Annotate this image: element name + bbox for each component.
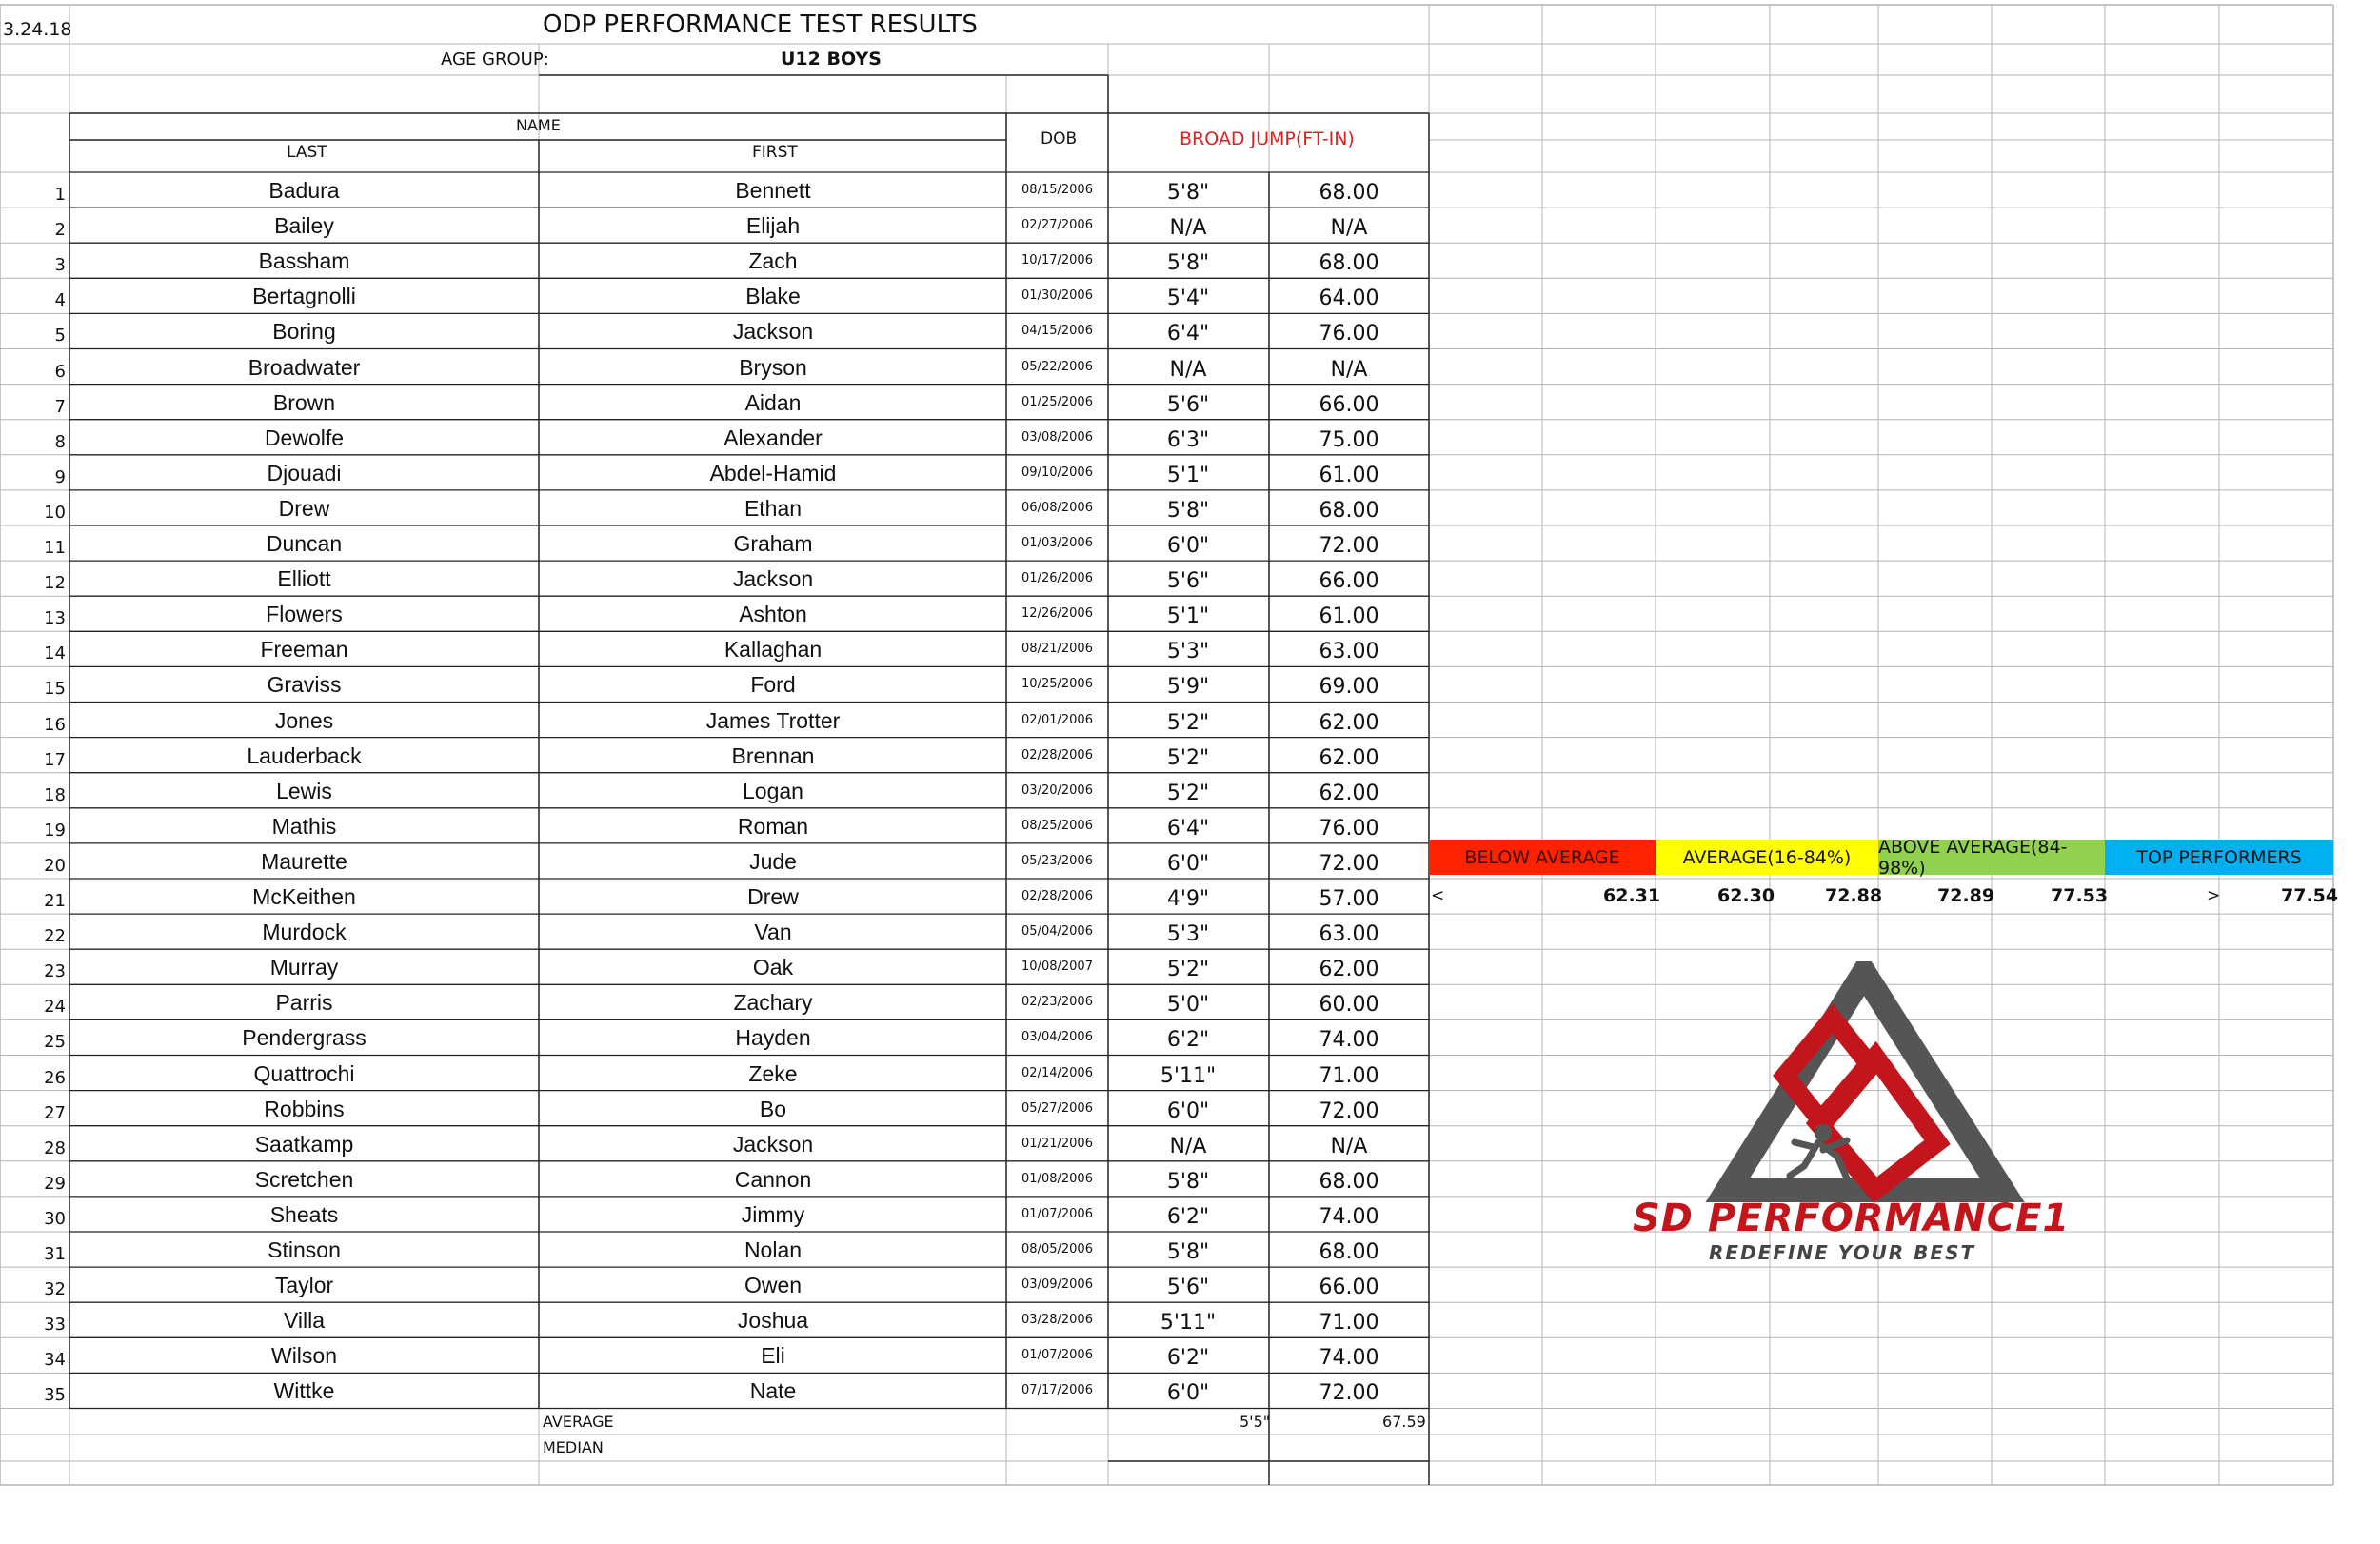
first-name-cell: Jimmy <box>741 1201 805 1227</box>
dob-cell: 03/09/2006 <box>1021 1277 1093 1293</box>
row-number: 33 <box>44 1315 66 1336</box>
first-name-cell: Brennan <box>731 742 815 768</box>
row-number: 2 <box>54 220 66 241</box>
dob-cell: 05/22/2006 <box>1021 359 1093 374</box>
first-name-cell: Logan <box>743 778 803 803</box>
row-number: 15 <box>44 679 66 700</box>
first-name-cell: Bennett <box>735 178 811 203</box>
dob-cell: 05/27/2006 <box>1021 1100 1093 1116</box>
broad-jump-inches-cell: 74.00 <box>1319 1028 1379 1053</box>
first-name-cell: Nate <box>749 1378 797 1404</box>
above-average-label: ABOVE AVERAGE(84-98%) <box>1878 836 2068 879</box>
dob-column-header: DOB <box>1041 129 1078 148</box>
broad-jump-ftin-cell: 5'11" <box>1160 1063 1217 1088</box>
dob-cell: 08/15/2006 <box>1021 183 1093 197</box>
dob-cell: 01/21/2006 <box>1021 1136 1093 1151</box>
logo-tagline: REDEFINE YOUR BEST <box>1709 1241 1976 1264</box>
below-average-value: 62.31 <box>1603 885 1661 906</box>
broad-jump-inches-cell: 66.00 <box>1319 1276 1379 1300</box>
first-name-cell: Oak <box>752 955 794 980</box>
dob-cell: 03/04/2006 <box>1021 1030 1093 1045</box>
row-number: 14 <box>44 643 66 664</box>
row-number: 31 <box>44 1244 66 1264</box>
last-name-cell: Bertagnolli <box>252 284 356 309</box>
last-name-cell: Scretchen <box>254 1166 354 1192</box>
first-name-cell: Nolan <box>744 1237 803 1262</box>
last-name-cell: Bassham <box>258 248 350 274</box>
row-number: 32 <box>44 1279 66 1300</box>
first-name-cell: Jackson <box>732 566 814 592</box>
broad-jump-inches-cell: 68.00 <box>1319 1169 1379 1194</box>
broad-jump-column-header: BROAD JUMP(FT-IN) <box>1180 129 1355 149</box>
first-name-cell: Hayden <box>735 1025 811 1051</box>
broad-jump-inches-cell: 72.00 <box>1319 534 1379 558</box>
row-number: 21 <box>44 891 66 911</box>
dob-cell: 08/25/2006 <box>1021 818 1093 833</box>
age-group-label: AGE GROUP: <box>441 49 549 69</box>
row-number: 24 <box>44 997 66 1018</box>
dob-cell: 02/28/2006 <box>1021 889 1093 903</box>
average-low-value: 62.30 <box>1717 885 1775 906</box>
last-name-cell: Murdock <box>262 920 347 945</box>
broad-jump-ftin-cell: 5'6" <box>1166 569 1210 594</box>
dob-cell: 04/15/2006 <box>1021 324 1093 339</box>
broad-jump-inches-cell: 62.00 <box>1319 710 1379 735</box>
dob-cell: 08/05/2006 <box>1021 1242 1093 1257</box>
broad-jump-ftin-cell: 6'2" <box>1166 1346 1210 1371</box>
name-column-header: NAME <box>516 116 561 134</box>
top-performers-band <box>2105 840 2333 875</box>
first-name-cell: Ashton <box>739 602 807 627</box>
dob-cell: 10/25/2006 <box>1021 677 1093 692</box>
first-name-cell: Van <box>754 920 792 945</box>
first-name-cell: Bryson <box>739 354 807 380</box>
broad-jump-inches-cell: 62.00 <box>1319 781 1379 805</box>
broad-jump-inches-cell: 61.00 <box>1319 604 1379 629</box>
broad-jump-inches-cell: 60.00 <box>1319 993 1379 1018</box>
broad-jump-inches-cell: 71.00 <box>1319 1063 1379 1088</box>
dob-cell: 01/07/2006 <box>1021 1206 1093 1221</box>
sd-performance-logo <box>1633 961 2109 1266</box>
row-number: 4 <box>54 290 66 311</box>
last-name-cell: Taylor <box>274 1273 334 1298</box>
first-name-cell: Drew <box>747 884 799 909</box>
broad-jump-inches-cell: 72.00 <box>1319 851 1379 876</box>
first-name-cell: Jude <box>749 848 797 874</box>
first-name-cell: Aidan <box>744 389 802 415</box>
first-name-cell: Owen <box>744 1273 803 1298</box>
broad-jump-inches-cell: N/A <box>1330 357 1368 382</box>
last-name-cell: Parris <box>275 990 333 1016</box>
broad-jump-ftin-cell: 6'4" <box>1166 816 1210 841</box>
dob-cell: 02/14/2006 <box>1021 1065 1093 1080</box>
last-name-cell: Wittke <box>273 1378 335 1404</box>
first-name-cell: Ford <box>750 672 796 698</box>
top-performers-gt: > <box>2207 886 2221 905</box>
broad-jump-ftin-cell: 5'0" <box>1166 993 1210 1018</box>
first-name-cell: Bo <box>759 1096 787 1121</box>
broad-jump-inches-cell: 76.00 <box>1319 322 1379 346</box>
broad-jump-ftin-cell: N/A <box>1169 357 1207 382</box>
first-name-cell: Alexander <box>724 425 823 450</box>
broad-jump-ftin-cell: 6'2" <box>1166 1028 1210 1053</box>
broad-jump-ftin-cell: 6'0" <box>1166 1381 1210 1406</box>
row-number: 11 <box>44 538 66 558</box>
broad-jump-inches-cell: 61.00 <box>1319 463 1379 487</box>
broad-jump-inches-cell: 72.00 <box>1319 1381 1379 1406</box>
broad-jump-inches-cell: 68.00 <box>1319 498 1379 523</box>
broad-jump-inches-cell: 72.00 <box>1319 1099 1379 1123</box>
first-name-cell: Kallaghan <box>724 637 823 663</box>
average-ftin: 5'5" <box>1240 1413 1271 1431</box>
last-name-cell: Badura <box>268 178 340 203</box>
broad-jump-ftin-cell: 5'8" <box>1166 251 1210 276</box>
last-name-cell: Mathis <box>271 813 337 839</box>
first-name-cell: Zachary <box>733 990 813 1016</box>
broad-jump-inches-cell: 66.00 <box>1319 569 1379 594</box>
last-name-cell: Saatkamp <box>254 1131 354 1157</box>
broad-jump-ftin-cell: 5'2" <box>1166 745 1210 770</box>
top-performers-label: TOP PERFORMERS <box>2136 846 2302 868</box>
first-name-cell: Cannon <box>734 1166 812 1192</box>
row-number: 18 <box>44 784 66 805</box>
dob-cell: 07/17/2006 <box>1021 1383 1093 1398</box>
row-number: 35 <box>44 1385 66 1406</box>
broad-jump-ftin-cell: 5'2" <box>1166 958 1210 982</box>
row-number: 28 <box>44 1138 66 1158</box>
broad-jump-ftin-cell: 5'1" <box>1166 604 1210 629</box>
last-name-cell: Duncan <box>266 531 343 556</box>
dob-cell: 03/20/2006 <box>1021 782 1093 798</box>
broad-jump-inches-cell: 63.00 <box>1319 640 1379 664</box>
broad-jump-ftin-cell: N/A <box>1169 216 1207 241</box>
dob-cell: 01/30/2006 <box>1021 288 1093 304</box>
broad-jump-ftin-cell: 5'11" <box>1160 1311 1217 1336</box>
last-name-cell: Dewolfe <box>264 425 345 450</box>
row-number: 3 <box>54 255 66 276</box>
first-name-cell: Abdel-Hamid <box>709 460 837 485</box>
last-column-header: LAST <box>287 143 327 162</box>
dob-cell: 08/21/2006 <box>1021 642 1093 657</box>
dob-cell: 02/28/2006 <box>1021 747 1093 762</box>
dob-cell: 02/01/2006 <box>1021 712 1093 727</box>
last-name-cell: Djouadi <box>267 460 342 485</box>
broad-jump-inches-cell: 74.00 <box>1319 1204 1379 1229</box>
broad-jump-ftin-cell: 5'2" <box>1166 781 1210 805</box>
row-number: 20 <box>44 855 66 876</box>
first-name-cell: Graham <box>733 531 813 556</box>
last-name-cell: Sheats <box>269 1201 339 1227</box>
broad-jump-ftin-cell: 5'8" <box>1166 1169 1210 1194</box>
broad-jump-ftin-cell: 6'4" <box>1166 322 1210 346</box>
average-label: AVERAGE <box>543 1413 614 1431</box>
last-name-cell: Robbins <box>264 1096 345 1121</box>
dob-cell: 03/28/2006 <box>1021 1313 1093 1328</box>
row-number: 29 <box>44 1173 66 1194</box>
row-number: 19 <box>44 820 66 841</box>
row-number: 1 <box>54 185 66 205</box>
broad-jump-ftin-cell: 5'3" <box>1166 640 1210 664</box>
row-number: 9 <box>54 466 66 487</box>
last-name-cell: Broadwater <box>248 354 361 380</box>
broad-jump-inches-cell: 68.00 <box>1319 181 1379 205</box>
broad-jump-inches-cell: 68.00 <box>1319 1240 1379 1264</box>
last-name-cell: Drew <box>278 495 330 521</box>
first-name-cell: James Trotter <box>705 707 841 733</box>
row-number: 23 <box>44 961 66 982</box>
broad-jump-inches-cell: 62.00 <box>1319 958 1379 982</box>
first-name-cell: Roman <box>737 813 809 839</box>
below-average-band <box>1429 840 1656 875</box>
row-number: 16 <box>44 714 66 735</box>
broad-jump-inches-cell: 71.00 <box>1319 1311 1379 1336</box>
dob-cell: 05/04/2006 <box>1021 924 1093 940</box>
median-label: MEDIAN <box>543 1438 604 1456</box>
last-name-cell: Jones <box>274 707 334 733</box>
broad-jump-inches-cell: 63.00 <box>1319 922 1379 947</box>
broad-jump-ftin-cell: 5'6" <box>1166 1276 1210 1300</box>
last-name-cell: Elliott <box>277 566 331 592</box>
sheet-title: ODP PERFORMANCE TEST RESULTS <box>543 10 978 39</box>
row-number: 34 <box>44 1350 66 1371</box>
dob-cell: 06/08/2006 <box>1021 500 1093 515</box>
dob-cell: 03/08/2006 <box>1021 429 1093 445</box>
age-group-value: U12 BOYS <box>781 49 882 69</box>
last-name-cell: Maurette <box>261 848 347 874</box>
broad-jump-inches-cell: 74.00 <box>1319 1346 1379 1371</box>
broad-jump-ftin-cell: N/A <box>1169 1134 1207 1158</box>
row-number: 10 <box>44 502 66 523</box>
last-name-cell: Lewis <box>276 778 332 803</box>
last-name-cell: Stinson <box>268 1237 341 1262</box>
broad-jump-inches-cell: 69.00 <box>1319 675 1379 700</box>
row-number: 30 <box>44 1208 66 1229</box>
broad-jump-ftin-cell: 5'8" <box>1166 498 1210 523</box>
broad-jump-inches-cell: 66.00 <box>1319 392 1379 417</box>
broad-jump-ftin-cell: 6'0" <box>1166 851 1210 876</box>
broad-jump-ftin-cell: 5'9" <box>1166 675 1210 700</box>
logo-name: SD PERFORMANCE1 <box>1633 1197 2071 1240</box>
first-column-header: FIRST <box>752 143 798 162</box>
first-name-cell: Eli <box>761 1343 785 1369</box>
broad-jump-inches-cell: 64.00 <box>1319 287 1379 311</box>
average-inches: 67.59 <box>1382 1413 1426 1431</box>
first-name-cell: Ethan <box>744 495 803 521</box>
row-number: 7 <box>54 396 66 417</box>
broad-jump-ftin-cell: 5'3" <box>1166 922 1210 947</box>
broad-jump-ftin-cell: 6'0" <box>1166 534 1210 558</box>
average-band <box>1656 840 1878 875</box>
row-number: 13 <box>44 608 66 629</box>
dob-cell: 10/08/2007 <box>1021 960 1093 975</box>
row-number: 25 <box>44 1032 66 1053</box>
broad-jump-ftin-cell: 6'2" <box>1166 1204 1210 1229</box>
date-cell: 3.24.18 <box>3 19 72 40</box>
first-name-cell: Zeke <box>748 1060 798 1086</box>
first-name-cell: Jackson <box>732 319 814 345</box>
above-average-low-value: 72.89 <box>1937 885 1995 906</box>
first-name-cell: Blake <box>745 284 801 309</box>
row-number: 17 <box>44 749 66 770</box>
first-name-cell: Joshua <box>737 1308 809 1334</box>
last-name-cell: Boring <box>272 319 336 345</box>
below-average-lt: < <box>1431 886 1445 905</box>
last-name-cell: Wilson <box>270 1343 337 1369</box>
row-number: 5 <box>54 326 66 346</box>
last-name-cell: Freeman <box>260 637 348 663</box>
below-average-label: BELOW AVERAGE <box>1464 846 1620 868</box>
broad-jump-ftin-cell: 5'8" <box>1166 181 1210 205</box>
broad-jump-ftin-cell: 5'2" <box>1166 710 1210 735</box>
above-average-high-value: 77.53 <box>2051 885 2109 906</box>
dob-cell: 02/23/2006 <box>1021 995 1093 1010</box>
broad-jump-ftin-cell: 6'0" <box>1166 1099 1210 1123</box>
top-performers-value: 77.54 <box>2281 885 2339 906</box>
broad-jump-inches-cell: N/A <box>1330 216 1368 241</box>
broad-jump-ftin-cell: 5'1" <box>1166 463 1210 487</box>
dob-cell: 01/26/2006 <box>1021 571 1093 586</box>
first-name-cell: Jackson <box>732 1131 814 1157</box>
row-number: 12 <box>44 573 66 594</box>
dob-cell: 01/07/2006 <box>1021 1348 1093 1363</box>
dob-cell: 01/03/2006 <box>1021 536 1093 550</box>
broad-jump-inches-cell: 57.00 <box>1319 887 1379 911</box>
average-high-value: 72.88 <box>1825 885 1883 906</box>
row-number: 6 <box>54 361 66 382</box>
broad-jump-inches-cell: 75.00 <box>1319 427 1379 452</box>
last-name-cell: Graviss <box>267 672 342 698</box>
broad-jump-ftin-cell: 5'8" <box>1166 1240 1210 1264</box>
dob-cell: 10/17/2006 <box>1021 253 1093 268</box>
last-name-cell: Quattrochi <box>253 1060 355 1086</box>
dob-cell: 01/08/2006 <box>1021 1171 1093 1186</box>
broad-jump-inches-cell: 62.00 <box>1319 745 1379 770</box>
dob-cell: 09/10/2006 <box>1021 465 1093 480</box>
broad-jump-ftin-cell: 6'3" <box>1166 427 1210 452</box>
last-name-cell: Villa <box>283 1308 326 1334</box>
broad-jump-inches-cell: 76.00 <box>1319 816 1379 841</box>
broad-jump-ftin-cell: 5'6" <box>1166 392 1210 417</box>
broad-jump-inches-cell: 68.00 <box>1319 251 1379 276</box>
broad-jump-ftin-cell: 4'9" <box>1166 887 1210 911</box>
broad-jump-ftin-cell: 5'4" <box>1166 287 1210 311</box>
first-name-cell: Zach <box>748 248 798 274</box>
row-number: 27 <box>44 1102 66 1123</box>
last-name-cell: Bailey <box>274 213 334 239</box>
last-name-cell: Flowers <box>266 602 343 627</box>
broad-jump-inches-cell: N/A <box>1330 1134 1368 1158</box>
average-label: AVERAGE(16-84%) <box>1682 846 1852 868</box>
dob-cell: 02/27/2006 <box>1021 218 1093 233</box>
above-average-band <box>1878 836 2105 879</box>
last-name-cell: McKeithen <box>252 884 356 909</box>
dob-cell: 05/23/2006 <box>1021 853 1093 868</box>
dob-cell: 01/25/2006 <box>1021 394 1093 409</box>
dob-cell: 12/26/2006 <box>1021 606 1093 622</box>
last-name-cell: Murray <box>269 955 339 980</box>
last-name-cell: Pendergrass <box>242 1025 367 1051</box>
row-number: 8 <box>54 431 66 452</box>
last-name-cell: Lauderback <box>247 742 362 768</box>
first-name-cell: Elijah <box>745 213 801 239</box>
row-number: 26 <box>44 1067 66 1088</box>
last-name-cell: Brown <box>272 389 336 415</box>
row-number: 22 <box>44 926 66 947</box>
